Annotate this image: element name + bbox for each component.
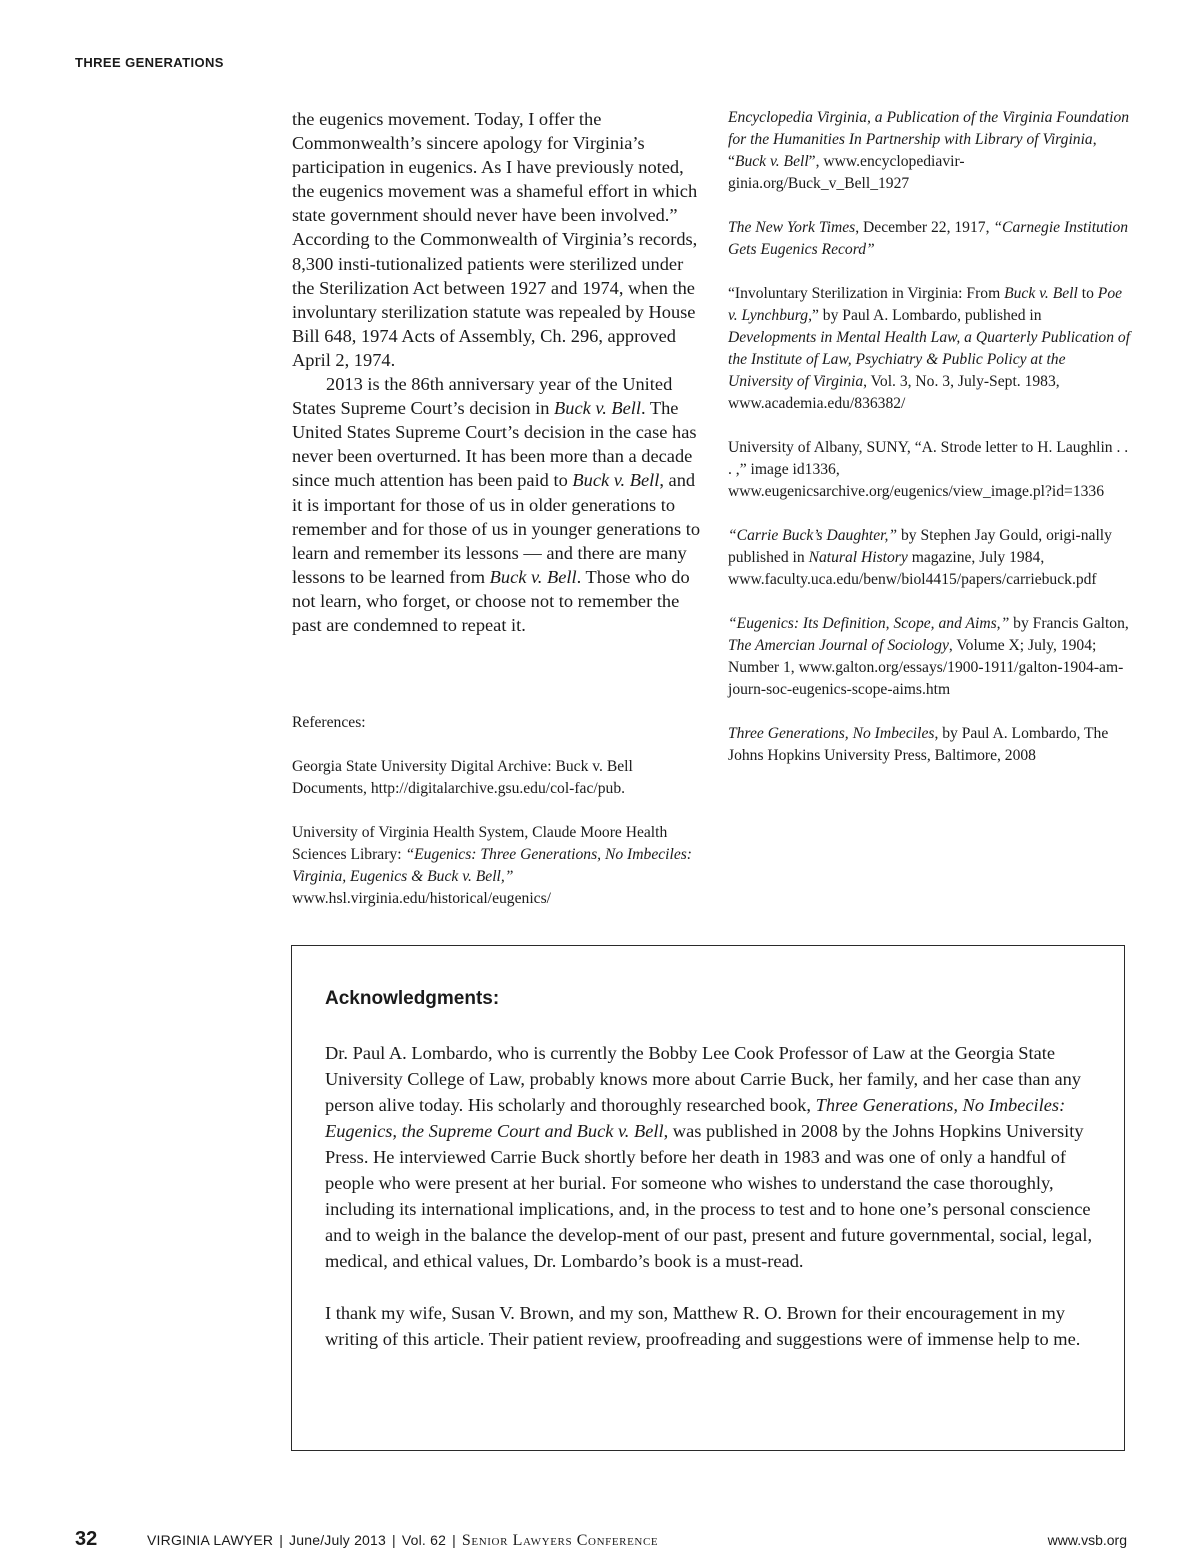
left-text-column: [292, 107, 702, 637]
acknowledgments-paragraph: Dr. Paul A. Lombardo, who is currently the Bobby Lee Cook Professor of Law at the Georgia State University College of Law, probably knows more about Carrie Buck, her family, and her case than any person alive today. His scholarly and thoroughly researched book, Three Generations, No Imbeciles: Eugenics, the Supreme Court and Buck v. Bell, was published in 2008 by the Johns Hopkins University Press. He interviewed Carrie Buck shortly before her death in 1983 and was one of only a handful of people who were present at her burial. For someone who wishes to understand the case thoroughly, including its international implications, and, in the process to test and to hone one’s personal conscience and to weigh in the balance the develop-ment of our past, present and future governmental, social, legal, medical, and ethical values, Dr. Lombardo’s book is a must-read.: [325, 1043, 1093, 1271]
reference-item: “Carrie Buck’s Daughter,” by Stephen Jay Gould, origi-nally published in Natural History magazine, July 1984, www.faculty.uca.edu/benw/biol4415/papers/carriebuck.pdf: [728, 527, 1112, 588]
footer-url: www.vsb.org: [1047, 1532, 1127, 1548]
footer-issue: June/July 2013: [289, 1532, 387, 1548]
acknowledgments-body: [325, 1040, 1097, 1378]
footer-publication-line: [147, 1532, 658, 1550]
reference-item: Three Generations, No Imbeciles, by Paul A. Lombardo, The Johns Hopkins University Press, Baltimore, 2008: [728, 725, 1109, 764]
footer-publication: VIRGINIA LAWYER: [147, 1532, 274, 1548]
references-left: [292, 712, 702, 932]
reference-item: Georgia State University Digital Archive: Buck v. Bell Documents, http://digitalarchive.gsu.edu/col-fac/pub.: [292, 758, 633, 797]
acknowledgments-box: [291, 945, 1125, 1451]
references-right: [728, 107, 1133, 789]
page-number: 32: [75, 1528, 98, 1550]
running-header: THREE GENERATIONS: [75, 55, 224, 70]
acknowledgments-heading: Acknowledgments:: [325, 988, 500, 1009]
reference-item: “Involuntary Sterilization in Virginia: From Buck v. Bell to Poe v. Lynchburg,” by Paul A. Lombardo, published in Developments in Mental Health Law, a Quarterly Publication of the Institute of Law, Psychiatry & Public Policy at the University of Virginia, Vol. 3, No. 3, July-Sept. 1983, www.academia.edu/836382/: [728, 285, 1131, 412]
footer-separator: |: [452, 1532, 456, 1548]
reference-item: The New York Times, December 22, 1917, “Carnegie Institution Gets Eugenics Record”: [728, 219, 1129, 258]
reference-item: University of Virginia Health System, Claude Moore Health Sciences Library: “Eugenics: Three Generations, No Imbeciles: Virginia, Eugenics & Buck v. Bell,” www.hsl.virginia.edu/historical/eugenics/: [292, 824, 693, 907]
reference-item: Encyclopedia Virginia, a Publication of the Virginia Foundation for the Humanities In Partnership with Library of Virginia, “Buck v. Bell”, www.encyclopediavir-ginia.org/Buck_v_Bell_1927: [728, 109, 1130, 192]
acknowledgments-paragraph: I thank my wife, Susan V. Brown, and my son, Matthew R. O. Brown for their encouragement in my writing of this article. Their patient review, proofreading and suggestions were of immense help to me.: [325, 1303, 1081, 1349]
reference-item: University of Albany, SUNY, “A. Strode letter to H. Laughlin . . . ,” image id1336, www.eugenicsarchive.org/eugenics/view_image.pl?id=1336: [728, 439, 1129, 500]
body-paragraph: the eugenics movement. Today, I offer the Commonwealth’s sincere apology for Virginia’s participation in eugenics. As I have previously noted, the eugenics movement was a shameful effort in which state government should never have been involved.” According to the Commonwealth of Virginia’s records, 8,300 insti-tutionalized patients were sterilized under the Sterilization Act between 1927 and 1974, when the involuntary sterilization statute was repealed by House Bill 648, 1974 Acts of Assembly, Ch. 296, approved April 2, 1974.: [292, 109, 698, 370]
footer-separator: |: [279, 1532, 284, 1548]
footer-volume: Vol. 62: [401, 1532, 447, 1548]
references-heading: References:: [292, 714, 366, 731]
body-paragraph: 2013 is the 86th anniversary year of the United States Supreme Court’s decision in Buck v. Bell. The United States Supreme Court’s decision in the case has never been overturned. It has been more than a decade since much attention has been paid to Buck v. Bell, and it is important for those of us in older generations to remember and for those of us in younger generations to learn and remember its lessons — and there are many lessons to be learned from Buck v. Bell. Those who do not learn, who forget, or choose not to remember the past are condemned to repeat it.: [292, 374, 701, 635]
page-footer: [75, 1526, 1127, 1554]
footer-separator: |: [392, 1532, 396, 1548]
footer-section: Senior Lawyers Conference: [461, 1532, 659, 1549]
reference-item: “Eugenics: Its Definition, Scope, and Aims,” by Francis Galton, The Amercian Journal of Sociology, Volume X; July, 1904; Number 1, www.galton.org/essays/1900-1911/galton-1904-am-journ-soc-eugenics-scope-aims.htm: [728, 615, 1129, 698]
